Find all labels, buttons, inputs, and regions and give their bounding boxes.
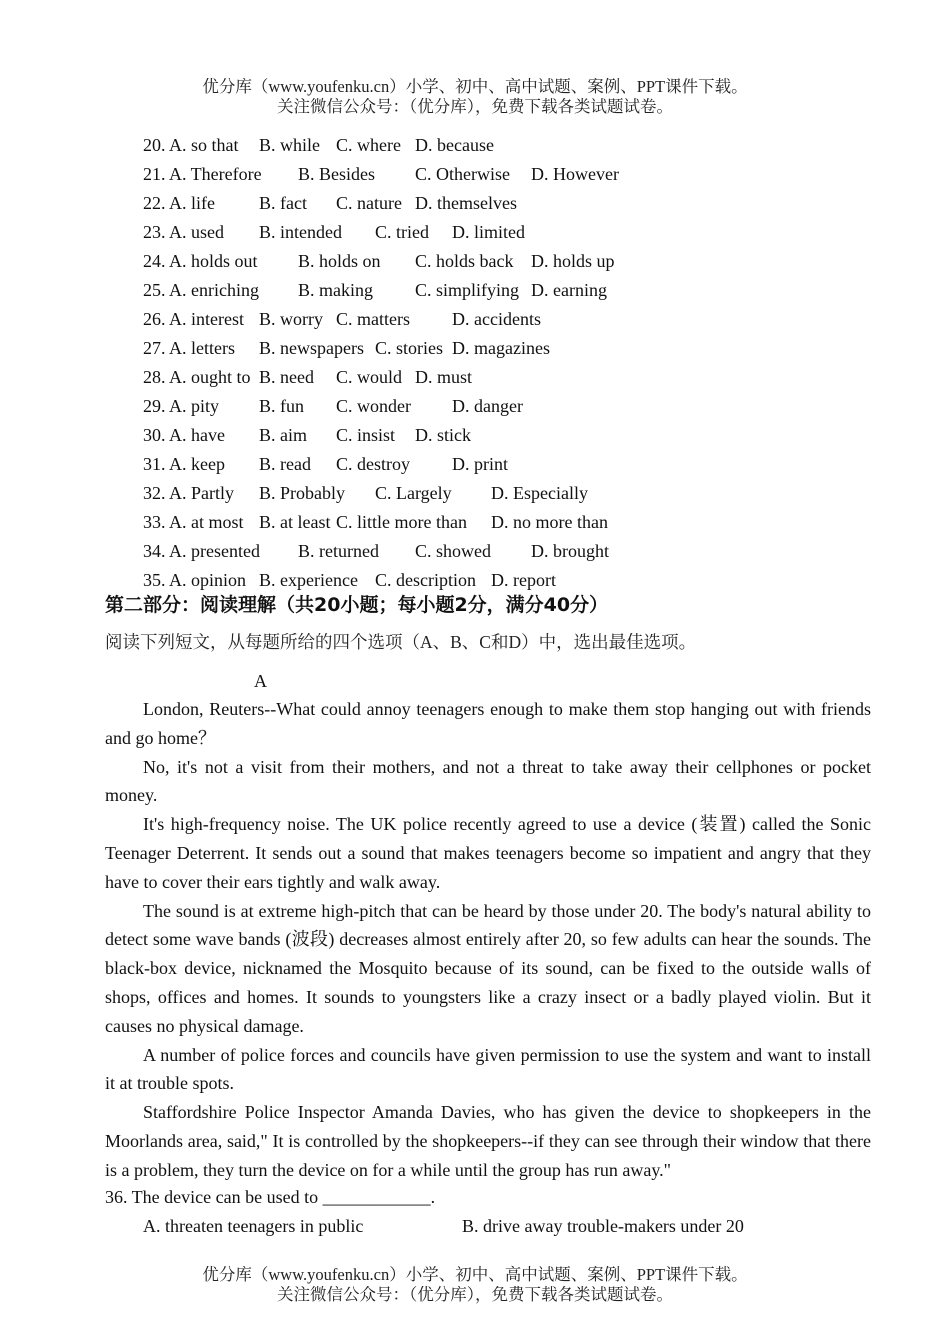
option-c: C. matters bbox=[336, 309, 410, 329]
option-b: B. newspapers bbox=[259, 338, 364, 358]
passage-label: A bbox=[254, 671, 267, 691]
option-d: D. because bbox=[415, 135, 494, 155]
choice-b: B. drive away trouble-makers under 20 bbox=[462, 1216, 744, 1236]
option-d: D. themselves bbox=[415, 193, 517, 213]
option-c: C. showed bbox=[415, 541, 491, 561]
option-b: B. fun bbox=[259, 396, 304, 416]
option-d: D. However bbox=[531, 164, 619, 184]
option-b: B. Besides bbox=[298, 164, 376, 184]
option-a: 34. A. presented bbox=[143, 541, 260, 561]
header-line-1: 优分库（www.youfenku.cn）小学、初中、高中试题、案例、PPT课件下载。 bbox=[202, 77, 748, 96]
option-b: B. worry bbox=[259, 309, 323, 329]
option-d: D. must bbox=[415, 367, 473, 387]
option-d: D. earning bbox=[531, 280, 607, 300]
paragraph: It's high-frequency noise. The UK police recently agreed to use a device (装置) called the Sonic Teenager Deterrent. It sends out a sound that makes teenagers become so impatient and angry that they have to cover their ears tightly and walk away. bbox=[105, 814, 871, 892]
option-c: C. Otherwise bbox=[415, 164, 510, 184]
option-b: B. aim bbox=[259, 425, 307, 445]
option-d: D. Especially bbox=[491, 483, 588, 503]
option-d: D. accidents bbox=[452, 309, 541, 329]
option-d: D. brought bbox=[531, 541, 609, 561]
option-c: C. destroy bbox=[336, 454, 410, 474]
option-a: 31. A. keep bbox=[143, 454, 225, 474]
section-2-title: 第二部分：阅读理解（共20小题；每小题2分，满分40分） bbox=[105, 594, 609, 616]
option-b: B. returned bbox=[298, 541, 379, 561]
footer-line-2: 关注微信公众号：（优分库），免费下载各类试题试卷。 bbox=[277, 1285, 673, 1304]
option-c: C. where bbox=[336, 135, 401, 155]
option-d: D. magazines bbox=[452, 338, 550, 358]
option-c: C. description bbox=[375, 570, 476, 590]
option-b: B. read bbox=[259, 454, 311, 474]
option-c: C. would bbox=[336, 367, 403, 387]
option-d: D. print bbox=[452, 454, 508, 474]
option-b: B. making bbox=[298, 280, 373, 300]
option-a: 27. A. letters bbox=[143, 338, 235, 358]
option-c: C. nature bbox=[336, 193, 402, 213]
option-c: C. holds back bbox=[415, 251, 514, 271]
option-c: C. stories bbox=[375, 338, 444, 358]
option-b: B. need bbox=[259, 367, 314, 387]
option-a: 32. A. Partly bbox=[143, 483, 235, 503]
option-d: D. report bbox=[491, 570, 556, 590]
option-d: D. danger bbox=[452, 396, 523, 416]
paragraph: Staffordshire Police Inspector Amanda Davies, who has given the device to shopkeepers in the Moorlands area, said," It is controlled by the shopkeepers--if they can see through their window that there is a problem, they turn the device on for a while until the group has run away." bbox=[105, 1102, 871, 1180]
option-a: 28. A. ought to bbox=[143, 367, 251, 387]
option-b: B. holds on bbox=[298, 251, 381, 271]
choice-a: A. threaten teenagers in public bbox=[143, 1216, 364, 1236]
option-b: B. while bbox=[259, 135, 320, 155]
option-c: C. little more than bbox=[336, 512, 467, 532]
option-a: 22. A. life bbox=[143, 193, 215, 213]
option-d: D. limited bbox=[452, 222, 525, 242]
question-36-choices bbox=[143, 1212, 923, 1241]
reading-passage bbox=[105, 695, 871, 1185]
option-a: 33. A. at most bbox=[143, 512, 244, 532]
option-b: B. fact bbox=[259, 193, 307, 213]
paragraph: The sound is at extreme high-pitch that can be heard by those under 20. The body's natural ability to detect some wave bands (波段) decreases almost entirely after 20, so few adults can hear the sounds. The black-box device, nicknamed the Mosquito because of its sound, can be fixed to the outside walls of shops, offices and homes. It sounds to youngsters like a crazy insect or a badly played violin. But it causes no physical damage. bbox=[105, 900, 871, 1036]
option-c: C. tried bbox=[375, 222, 429, 242]
option-b: B. experience bbox=[259, 570, 358, 590]
option-c: C. Largely bbox=[375, 483, 452, 503]
option-a: 21. A. Therefore bbox=[143, 164, 262, 184]
option-b: B. Probably bbox=[259, 483, 346, 503]
option-a: 20. A. so that bbox=[143, 135, 239, 155]
option-a: 30. A. have bbox=[143, 425, 225, 445]
section-2-instructions: 阅读下列短文，从每题所给的四个选项（A、B、C和D）中，选出最佳选项。 bbox=[105, 632, 697, 652]
question-36: 36. The device can be used to ____________. bbox=[105, 1187, 436, 1207]
option-a: 26. A. interest bbox=[143, 309, 244, 329]
option-a: 35. A. opinion bbox=[143, 570, 247, 590]
option-c: C. insist bbox=[336, 425, 396, 445]
option-c: C. simplifying bbox=[415, 280, 520, 300]
option-d: D. holds up bbox=[531, 251, 615, 271]
option-a: 25. A. enriching bbox=[143, 280, 259, 300]
option-d: D. no more than bbox=[491, 512, 608, 532]
option-a: 23. A. used bbox=[143, 222, 224, 242]
page-header bbox=[0, 77, 950, 117]
option-a: 24. A. holds out bbox=[143, 251, 258, 271]
option-b: B. intended bbox=[259, 222, 342, 242]
header-line-2: 关注微信公众号：（优分库），免费下载各类试题试卷。 bbox=[277, 97, 673, 116]
footer-line-1: 优分库（www.youfenku.cn）小学、初中、高中试题、案例、PPT课件下载。 bbox=[202, 1265, 748, 1284]
option-a: 29. A. pity bbox=[143, 396, 220, 416]
paragraph: No, it's not a visit from their mothers, and not a threat to take away their cellphones or pocket money. bbox=[105, 756, 871, 806]
option-b: B. at least bbox=[259, 512, 331, 532]
page-footer bbox=[0, 1265, 950, 1305]
paragraph: London, Reuters--What could annoy teenagers enough to make them stop hanging out with friends and go home？ bbox=[105, 699, 871, 748]
option-c: C. wonder bbox=[336, 396, 411, 416]
paragraph: A number of police forces and councils have given permission to use the system and want to install it at trouble spots. bbox=[105, 1044, 871, 1094]
option-d: D. stick bbox=[415, 425, 471, 445]
